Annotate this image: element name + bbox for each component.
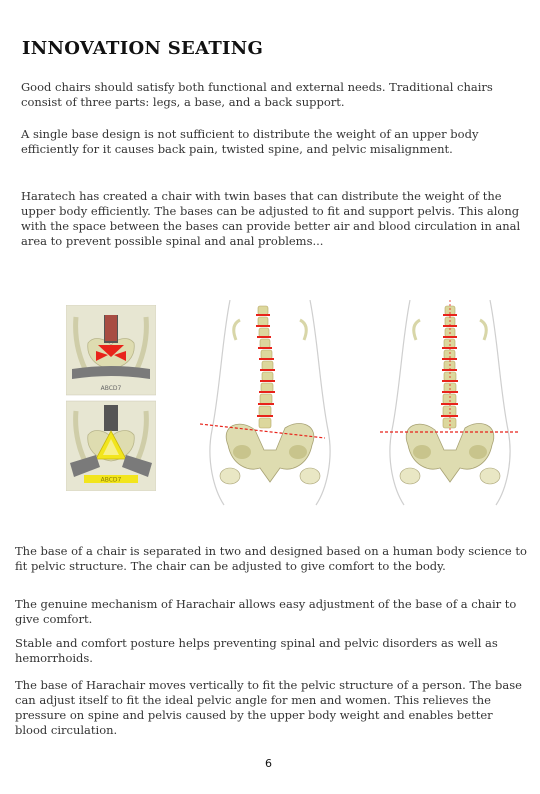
paragraph-separated-base: The base of a chair is separated in two and designed based on a human body science to fit pelvic structure. The chair can be adjusted to give comfort to the body. — [15, 544, 527, 573]
paragraph-intro: Good chairs should satisfy both functional and external needs. Traditional chairs consist of three parts: legs, a base, and a back support. — [21, 80, 493, 109]
paragraph-twin-base: Haratech has created a chair with twin bases that can distribute the weight of the upper body efficiently. The bases can be adjusted to fit and support pelvis. This along with the space between the bases can provide better air and blood circulation in anal area to prevent possible spinal and anal problems... — [21, 189, 521, 248]
paragraph-single-base: A single base design is not sufficient to distribute the weight of an upper body efficiently for it causes back pain, twisted spine, and pelvic misalignment. — [21, 127, 479, 156]
page-title: INNOVATION SEATING — [22, 38, 264, 59]
chair-base-comparison-svg — [66, 305, 156, 491]
single-base-label: ABCD7 — [100, 385, 122, 392]
paragraph-vertical-movement: The base of Harachair moves vertically to fit the pelvic structure of a person. The base can adjust itself to fit the ideal pelvic angle for men and women. This relieves the pressure on spine and pelvis caused by the upper body weight and enables better blood circulation. — [15, 678, 522, 737]
back-aligned — [380, 300, 520, 505]
twin-base-label: ABCD7 — [100, 476, 122, 484]
page-number: 6 — [265, 757, 272, 770]
chair-base-comparison-illustration — [66, 305, 156, 491]
paragraph-mechanism: The genuine mechanism of Harachair allows easy adjustment of the base of a chair to give comfort. — [15, 597, 517, 626]
paragraph-posture: Stable and comfort posture helps preventing spinal and pelvic disorders as well as hemorrhoids. — [15, 636, 498, 665]
back-misaligned — [200, 300, 330, 505]
spine-pelvis-svg — [200, 300, 525, 510]
spine-pelvis-illustration — [200, 300, 525, 510]
